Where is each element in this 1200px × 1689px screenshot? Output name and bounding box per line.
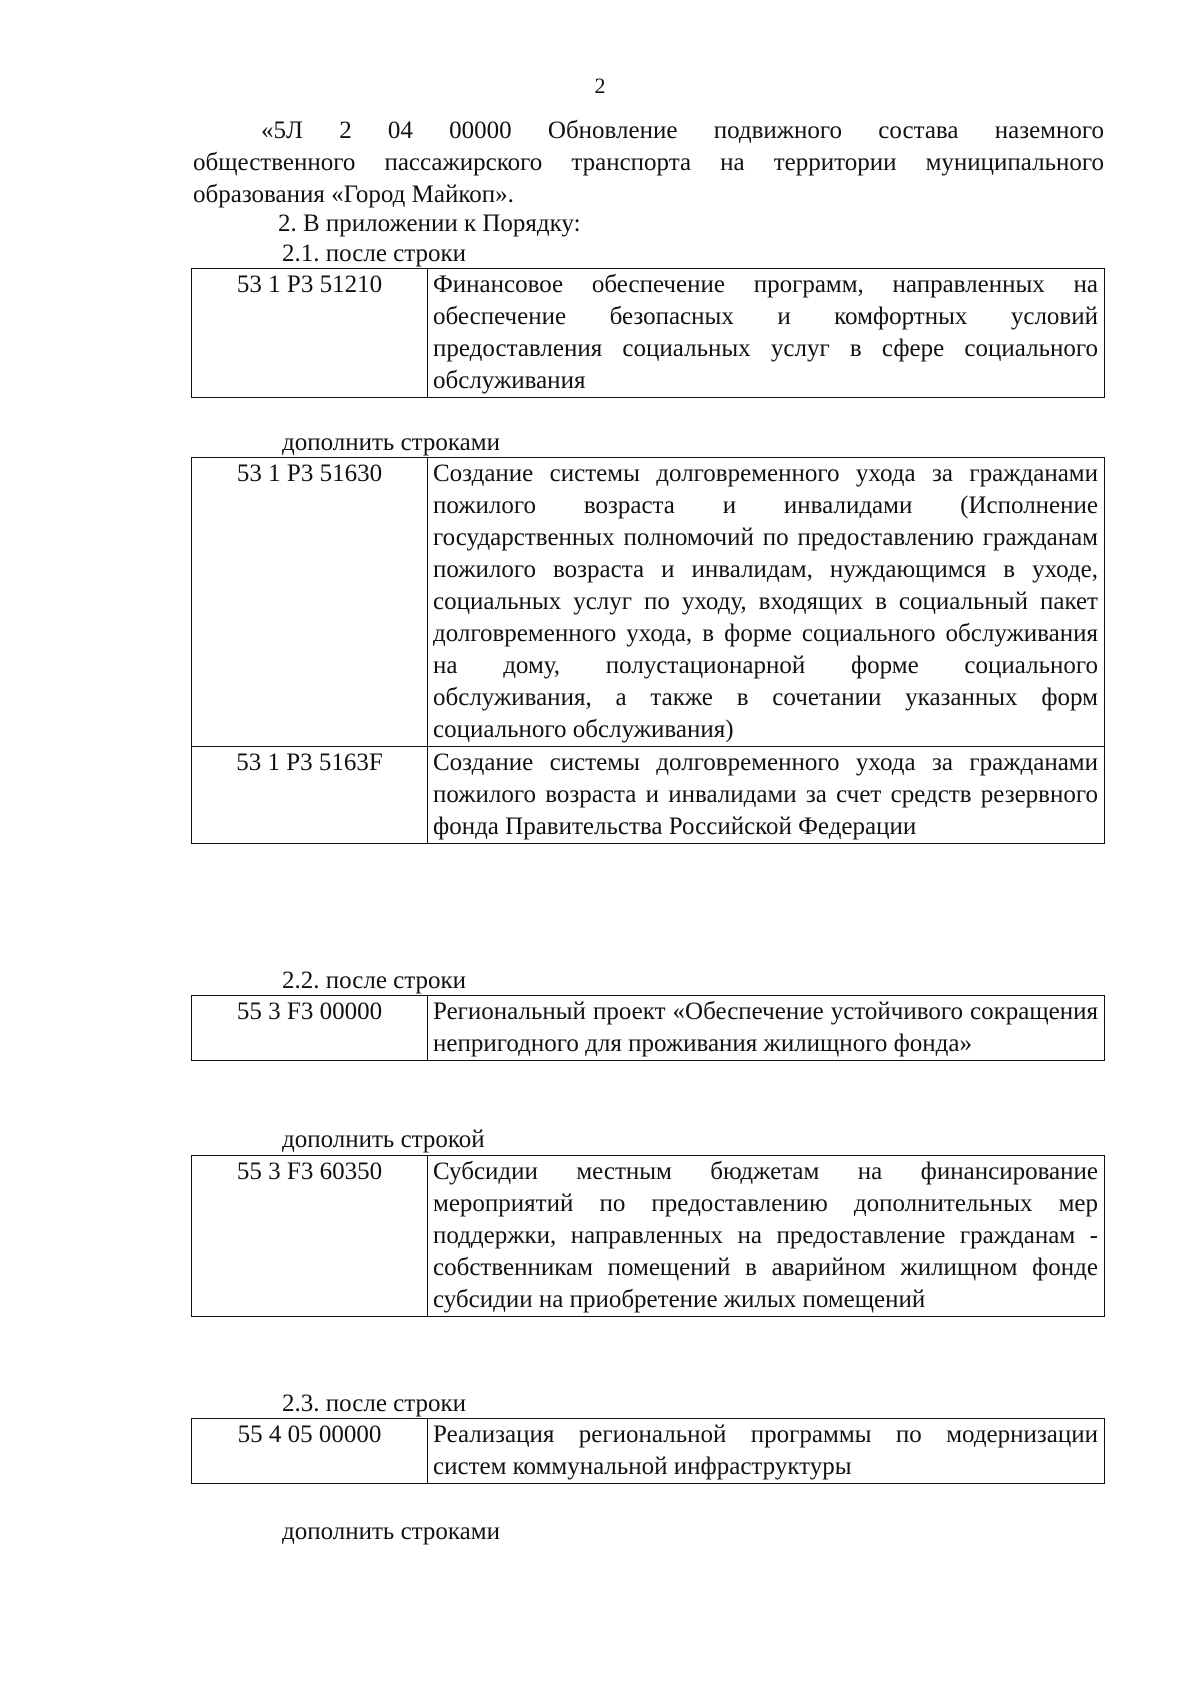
description-cell: Создание системы долговременного ухода за гражданами пожилого возраста и инвалидами (Исполнение государственных полномочий по предоставлению гражданам пожилого возраста и инвалидам, нуждающимся в уходе, социальных услуг по уходу, входящих в социальный пакет долговременного ухода, в форме социального обслуживания на дому, полустационарной форме социального обслуживания, а также в сочетании указанных форм социального обслуживания)	[428, 458, 1105, 747]
section-2-2-heading: 2.2. после строки	[282, 967, 467, 994]
section-2-3-add-label: дополнить строками	[282, 1518, 500, 1545]
budget-code-cell: 53 1 Р3 51630	[192, 458, 428, 747]
budget-code-cell: 55 3 F3 60350	[192, 1156, 428, 1317]
table-2-1-existing-row	[191, 268, 1105, 398]
table-2-1-added-rows	[191, 457, 1105, 844]
description-cell: Финансовое обеспечение программ, направленных на обеспечение безопасных и комфортных условий предоставления социальных услуг в сфере социального обслуживания	[428, 269, 1105, 398]
budget-code-cell: 55 3 F3 00000	[192, 996, 428, 1061]
table-row	[192, 1419, 1105, 1484]
section-2-1-add-label: дополнить строками	[282, 429, 500, 456]
section-2-2-add-label: дополнить строкой	[282, 1126, 485, 1153]
intro-rest: общественного пассажирского транспорта на территории муниципального образования «Город Майкоп».	[193, 149, 1104, 208]
table-row	[192, 996, 1105, 1061]
budget-code-cell: 53 1 Р3 51210	[192, 269, 428, 398]
section-2-3-heading: 2.3. после строки	[282, 1390, 467, 1417]
table-row	[192, 458, 1105, 747]
budget-code-cell: 53 1 Р3 5163F	[192, 747, 428, 844]
description-cell: Субсидии местным бюджетам на финансирование мероприятий по предоставлению дополнительных мер поддержки, направленных на предоставление гражданам - собственникам помещений в аварийном жилищном фонде субсидии на приобретение жилых помещений	[428, 1156, 1105, 1317]
item-2-text: 2. В приложении к Порядку:	[278, 210, 581, 237]
table-2-2-added-row	[191, 1155, 1105, 1317]
table-2-2-existing-row	[191, 995, 1105, 1061]
description-cell: Реализация региональной программы по модернизации систем коммунальной инфраструктуры	[428, 1419, 1105, 1484]
table-row	[192, 1156, 1105, 1317]
description-cell: Региональный проект «Обеспечение устойчивого сокращения непригодного для проживания жилищного фонда»	[428, 996, 1105, 1061]
description-cell: Создание системы долговременного ухода за гражданами пожилого возраста и инвалидами за счет средств резервного фонда Правительства Российской Федерации	[428, 747, 1105, 844]
intro-first-line: «5Л 2 04 00000 Обновление подвижного состава наземного	[261, 117, 1104, 144]
section-2-1-heading: 2.1. после строки	[282, 240, 467, 267]
page-number: 2	[594, 73, 606, 98]
table-row	[192, 747, 1105, 844]
budget-code-cell: 55 4 05 00000	[192, 1419, 428, 1484]
table-2-3-existing-row	[191, 1418, 1105, 1484]
table-row	[192, 269, 1105, 398]
intro-paragraph	[193, 115, 1104, 211]
